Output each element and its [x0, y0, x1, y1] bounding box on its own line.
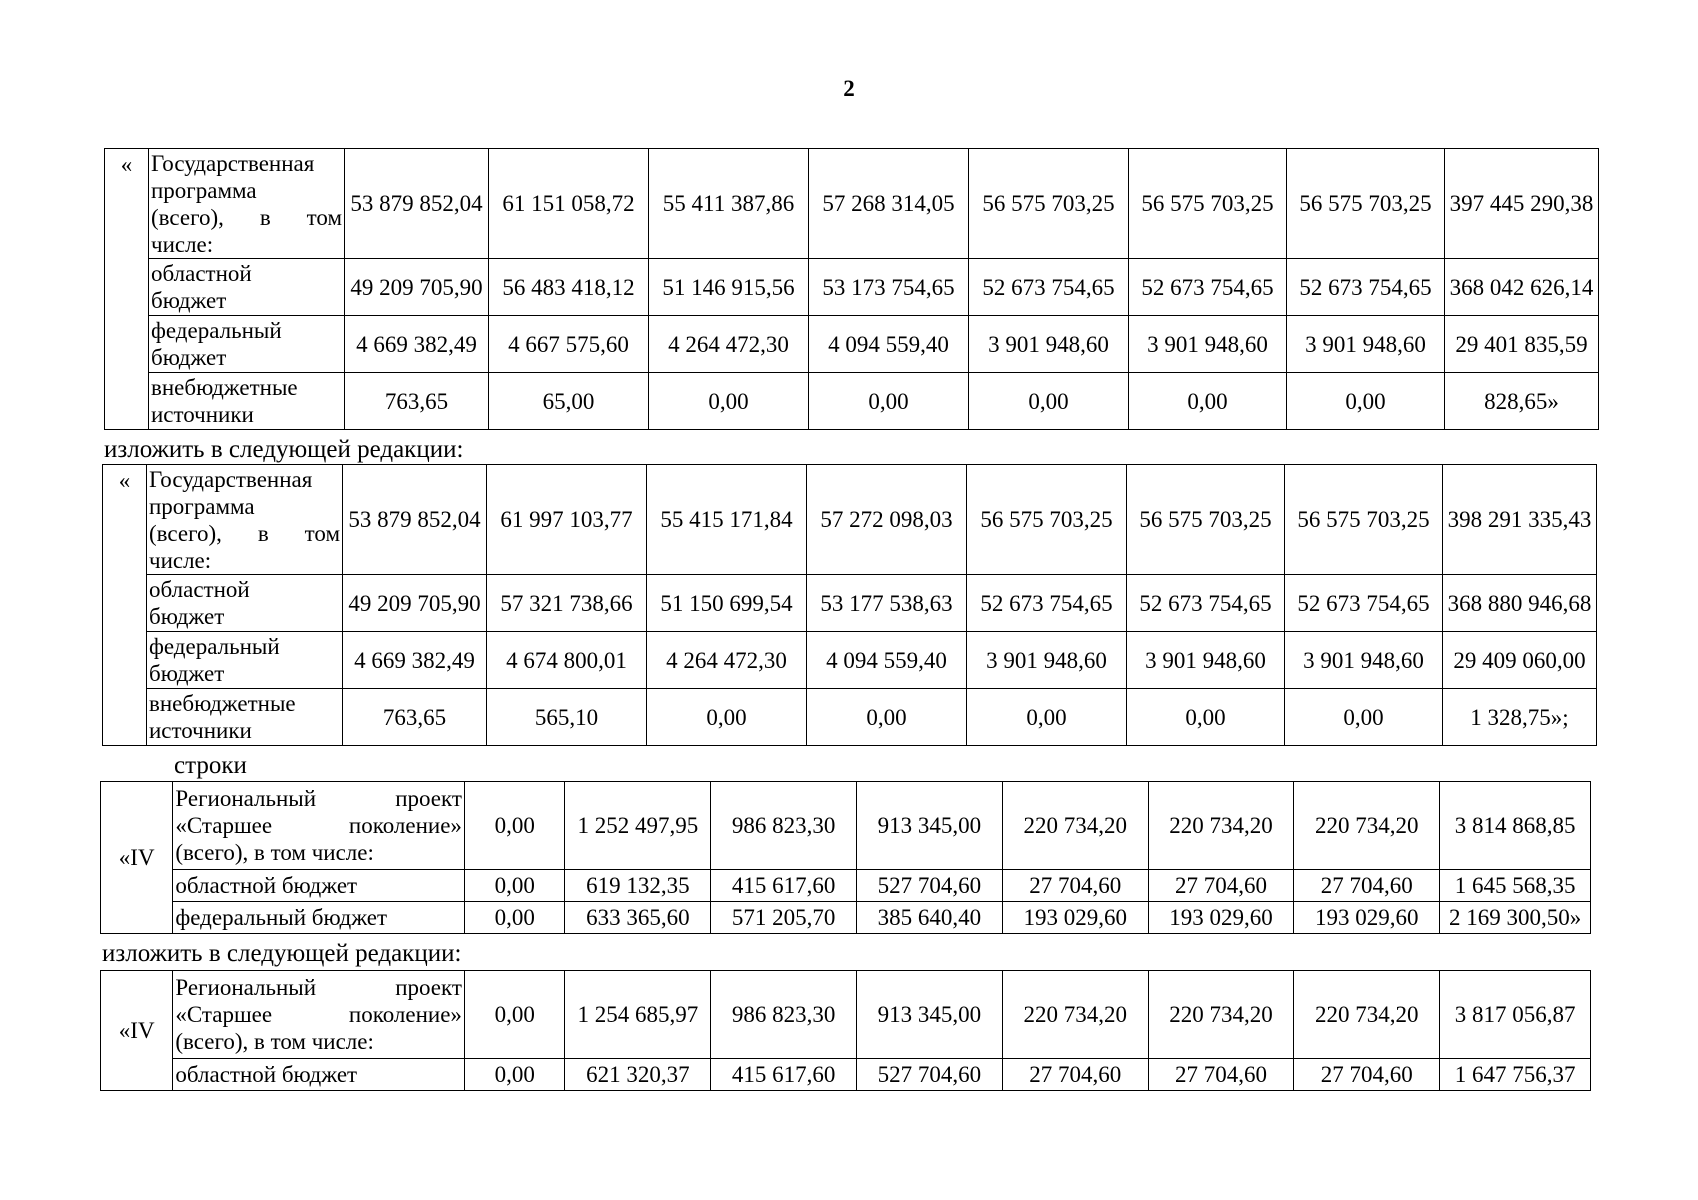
value-cell: 0,00	[464, 782, 565, 870]
value-cell: 3 901 948,60	[1287, 316, 1445, 373]
value-cell: 52 673 754,65	[969, 259, 1129, 316]
table-old-regional-project	[100, 781, 1591, 934]
value-cell: 986 823,30	[711, 971, 857, 1059]
value-cell: 397 445 290,38	[1445, 149, 1599, 259]
value-cell: 4 667 575,60	[489, 316, 649, 373]
table-row	[103, 465, 1597, 575]
value-cell: 4 094 559,40	[807, 632, 967, 689]
value-cell: 4 264 472,30	[649, 316, 809, 373]
row-marker-cell: «IV	[101, 971, 173, 1091]
value-cell: 619 132,35	[565, 870, 711, 902]
value-cell: 61 997 103,77	[487, 465, 647, 575]
value-cell: 1 645 568,35	[1440, 870, 1591, 902]
value-cell: 27 704,60	[1148, 870, 1294, 902]
value-cell: 0,00	[647, 689, 807, 746]
table-row	[105, 316, 1599, 373]
value-cell: 0,00	[967, 689, 1127, 746]
phrase-rows: строки	[174, 752, 247, 779]
table-row	[105, 259, 1599, 316]
row-label-line: федеральный	[151, 318, 282, 343]
value-cell: 4 094 559,40	[809, 316, 969, 373]
value-cell: 52 673 754,65	[1285, 575, 1443, 632]
value-cell: 57 268 314,05	[809, 149, 969, 259]
table-row	[101, 1059, 1591, 1091]
value-cell: 193 029,60	[1002, 902, 1148, 934]
value-cell: 57 272 098,03	[807, 465, 967, 575]
row-label-line: (всего), в том	[149, 520, 340, 546]
row-label-cell	[147, 575, 343, 632]
table-new-state-program	[102, 464, 1597, 746]
value-cell: 56 575 703,25	[1287, 149, 1445, 259]
row-label-line: (всего), в том числе:	[175, 1029, 374, 1054]
value-cell: 53 879 852,04	[343, 465, 487, 575]
row-marker-cell: «IV	[101, 782, 173, 934]
row-label-line: областной	[151, 261, 252, 286]
row-label-line: бюджет	[149, 604, 225, 629]
row-label-cell	[173, 782, 465, 870]
row-label-line: числе:	[151, 231, 214, 257]
row-label-line: Региональный проект	[175, 786, 462, 811]
table-row	[101, 902, 1591, 934]
row-label-cell	[173, 870, 465, 902]
value-cell: 0,00	[1129, 373, 1287, 430]
value-cell: 0,00	[1127, 689, 1285, 746]
value-cell: 56 575 703,25	[1285, 465, 1443, 575]
row-label-line: программа	[151, 177, 257, 203]
table-row	[103, 575, 1597, 632]
value-cell: 0,00	[809, 373, 969, 430]
table-row	[103, 689, 1597, 746]
value-cell: 27 704,60	[1002, 870, 1148, 902]
value-cell: 0,00	[649, 373, 809, 430]
row-label-line: числе:	[149, 547, 212, 573]
value-cell: 385 640,40	[857, 902, 1003, 934]
value-cell: 0,00	[464, 902, 565, 934]
row-label-cell	[173, 1059, 465, 1091]
value-cell: 56 575 703,25	[1127, 465, 1285, 575]
value-cell: 763,65	[345, 373, 489, 430]
value-cell: 220 734,20	[1148, 782, 1294, 870]
value-cell: 53 173 754,65	[809, 259, 969, 316]
table-row	[101, 870, 1591, 902]
value-cell: 0,00	[1287, 373, 1445, 430]
value-cell: 398 291 335,43	[1443, 465, 1597, 575]
value-cell: 913 345,00	[857, 782, 1003, 870]
value-cell: 763,65	[343, 689, 487, 746]
value-cell: 621 320,37	[565, 1059, 711, 1091]
value-cell: 56 575 703,25	[967, 465, 1127, 575]
row-label-line: источники	[151, 402, 254, 427]
value-cell: 27 704,60	[1148, 1059, 1294, 1091]
value-cell: 1 254 685,97	[565, 971, 711, 1059]
row-label-cell	[147, 465, 343, 575]
value-cell: 1 647 756,37	[1440, 1059, 1591, 1091]
row-label-line: бюджет	[151, 288, 227, 313]
value-cell: 3 901 948,60	[1127, 632, 1285, 689]
row-label-cell	[173, 902, 465, 934]
row-label-line: внебюджетные	[151, 375, 298, 400]
value-cell: 0,00	[1285, 689, 1443, 746]
row-label-line: (всего), в том	[151, 204, 342, 230]
value-cell: 4 674 800,01	[487, 632, 647, 689]
row-label-line: областной бюджет	[175, 1062, 358, 1087]
value-cell: 3 814 868,85	[1440, 782, 1591, 870]
table-row	[105, 373, 1599, 430]
value-cell: 1 252 497,95	[565, 782, 711, 870]
value-cell: 4 264 472,30	[647, 632, 807, 689]
value-cell: 29 401 835,59	[1445, 316, 1599, 373]
page-number: 2	[843, 76, 855, 101]
value-cell: 3 901 948,60	[967, 632, 1127, 689]
value-cell: 0,00	[464, 971, 565, 1059]
value-cell: 55 415 171,84	[647, 465, 807, 575]
value-cell: 56 575 703,25	[969, 149, 1129, 259]
value-cell: 0,00	[464, 1059, 565, 1091]
value-cell: 0,00	[464, 870, 565, 902]
value-cell: 0,00	[969, 373, 1129, 430]
row-marker-cell: «	[105, 149, 149, 430]
value-cell: 52 673 754,65	[1287, 259, 1445, 316]
row-label-cell	[149, 149, 345, 259]
value-cell: 61 151 058,72	[489, 149, 649, 259]
value-cell: 1 328,75»;	[1443, 689, 1597, 746]
row-label-line: источники	[149, 718, 252, 743]
value-cell: 52 673 754,65	[1127, 575, 1285, 632]
row-label-cell	[173, 971, 465, 1059]
value-cell: 4 669 382,49	[343, 632, 487, 689]
row-label-cell	[147, 689, 343, 746]
row-label-line: федеральный бюджет	[175, 905, 388, 930]
table-row	[101, 971, 1591, 1059]
value-cell: 220 734,20	[1294, 782, 1440, 870]
row-label-line: бюджет	[149, 661, 225, 686]
value-cell: 220 734,20	[1002, 971, 1148, 1059]
phrase-new-edition-1: изложить в следующей редакции:	[104, 436, 464, 463]
row-label-line: федеральный	[149, 634, 280, 659]
value-cell: 3 901 948,60	[969, 316, 1129, 373]
value-cell: 51 150 699,54	[647, 575, 807, 632]
row-label-cell	[147, 632, 343, 689]
value-cell: 415 617,60	[711, 870, 857, 902]
row-label-line: «Старшее поколение»	[175, 1002, 462, 1027]
row-label-line: внебюджетные	[149, 691, 296, 716]
row-marker-cell: «	[103, 465, 147, 746]
row-label-line: областной	[149, 577, 250, 602]
value-cell: 53 177 538,63	[807, 575, 967, 632]
value-cell: 0,00	[807, 689, 967, 746]
value-cell: 527 704,60	[857, 870, 1003, 902]
table-row	[101, 782, 1591, 870]
value-cell: 4 669 382,49	[345, 316, 489, 373]
row-label-line: Государственная	[149, 466, 313, 492]
value-cell: 29 409 060,00	[1443, 632, 1597, 689]
value-cell: 57 321 738,66	[487, 575, 647, 632]
value-cell: 65,00	[489, 373, 649, 430]
value-cell: 52 673 754,65	[967, 575, 1127, 632]
table-row	[103, 632, 1597, 689]
value-cell: 49 209 705,90	[345, 259, 489, 316]
value-cell: 828,65»	[1445, 373, 1599, 430]
value-cell: 415 617,60	[711, 1059, 857, 1091]
row-label-line: бюджет	[151, 345, 227, 370]
table-old-state-program	[104, 148, 1599, 430]
value-cell: 27 704,60	[1294, 1059, 1440, 1091]
value-cell: 571 205,70	[711, 902, 857, 934]
value-cell: 368 880 946,68	[1443, 575, 1597, 632]
value-cell: 368 042 626,14	[1445, 259, 1599, 316]
value-cell: 56 575 703,25	[1129, 149, 1287, 259]
row-label-cell	[149, 316, 345, 373]
value-cell: 3 901 948,60	[1285, 632, 1443, 689]
value-cell: 52 673 754,65	[1129, 259, 1287, 316]
value-cell: 27 704,60	[1294, 870, 1440, 902]
value-cell: 527 704,60	[857, 1059, 1003, 1091]
value-cell: 3 901 948,60	[1129, 316, 1287, 373]
value-cell: 220 734,20	[1294, 971, 1440, 1059]
row-label-line: Государственная	[151, 150, 315, 176]
value-cell: 55 411 387,86	[649, 149, 809, 259]
row-label-cell	[149, 373, 345, 430]
value-cell: 565,10	[487, 689, 647, 746]
value-cell: 986 823,30	[711, 782, 857, 870]
value-cell: 3 817 056,87	[1440, 971, 1591, 1059]
value-cell: 193 029,60	[1148, 902, 1294, 934]
value-cell: 49 209 705,90	[343, 575, 487, 632]
phrase-new-edition-2: изложить в следующей редакции:	[102, 940, 462, 967]
value-cell: 56 483 418,12	[489, 259, 649, 316]
row-label-line: (всего), в том числе:	[175, 840, 374, 865]
table-row	[105, 149, 1599, 259]
row-label-line: «Старшее поколение»	[175, 813, 462, 838]
value-cell: 633 365,60	[565, 902, 711, 934]
row-label-cell	[149, 259, 345, 316]
value-cell: 53 879 852,04	[345, 149, 489, 259]
table-new-regional-project	[100, 970, 1591, 1091]
value-cell: 51 146 915,56	[649, 259, 809, 316]
value-cell: 2 169 300,50»	[1440, 902, 1591, 934]
value-cell: 27 704,60	[1002, 1059, 1148, 1091]
value-cell: 220 734,20	[1002, 782, 1148, 870]
value-cell: 220 734,20	[1148, 971, 1294, 1059]
row-label-line: программа	[149, 493, 255, 519]
row-label-line: Региональный проект	[175, 975, 462, 1000]
value-cell: 193 029,60	[1294, 902, 1440, 934]
row-label-line: областной бюджет	[175, 873, 358, 898]
value-cell: 913 345,00	[857, 971, 1003, 1059]
